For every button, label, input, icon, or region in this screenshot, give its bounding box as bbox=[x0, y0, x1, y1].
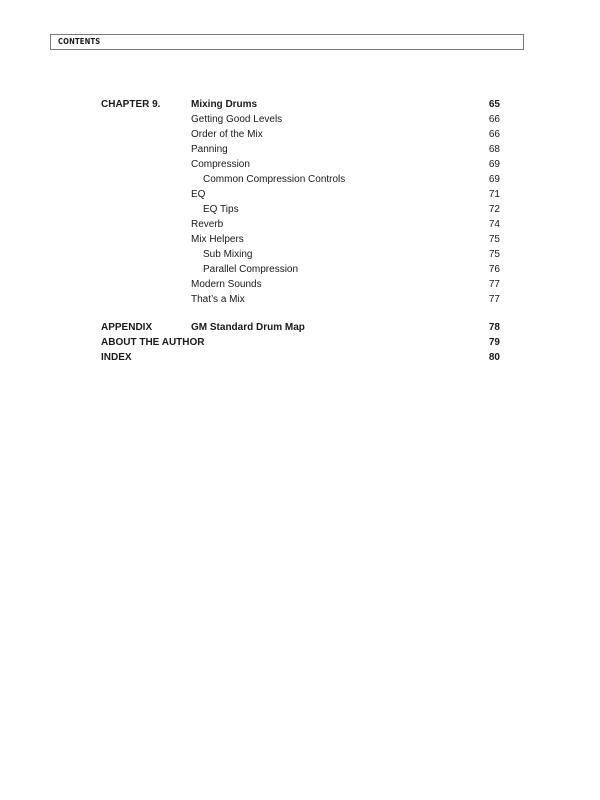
toc-entry-title: Sub Mixing bbox=[203, 249, 253, 260]
toc-entry-page: 71 bbox=[488, 189, 500, 200]
toc-entry-common-compression-controls[interactable] bbox=[0, 172, 600, 187]
chapter-label: CHAPTER 9. bbox=[101, 99, 161, 110]
toc-entry-order-of-the-mix[interactable] bbox=[0, 127, 600, 142]
toc-entry-page: 76 bbox=[488, 264, 500, 275]
toc-entry-title: Panning bbox=[191, 144, 228, 155]
toc-entry-title: Mix Helpers bbox=[191, 234, 244, 245]
toc-entry-page: 66 bbox=[488, 129, 500, 140]
appendix-title: GM Standard Drum Map bbox=[191, 322, 305, 333]
chapter-page: 65 bbox=[488, 99, 500, 110]
toc-appendix[interactable] bbox=[0, 320, 600, 335]
toc-entry-eq[interactable] bbox=[0, 187, 600, 202]
toc-entry-reverb[interactable] bbox=[0, 217, 600, 232]
toc-entry-title: Reverb bbox=[191, 219, 224, 230]
toc-entry-eq-tips[interactable] bbox=[0, 202, 600, 217]
toc-entry-page: 77 bbox=[488, 294, 500, 305]
running-header-label: CONTENTS bbox=[58, 37, 101, 46]
section-spacer bbox=[0, 307, 600, 320]
index-label: INDEX bbox=[101, 352, 132, 363]
toc-entry-page: 68 bbox=[488, 144, 500, 155]
toc-entry-panning[interactable] bbox=[0, 142, 600, 157]
toc-entry-page: 75 bbox=[488, 234, 500, 245]
toc-entry-getting-good-levels[interactable] bbox=[0, 112, 600, 127]
index-page: 80 bbox=[488, 352, 500, 363]
toc-index[interactable] bbox=[0, 350, 600, 365]
toc-entry-title: EQ Tips bbox=[203, 204, 239, 215]
running-header bbox=[50, 34, 524, 50]
toc-entry-compression[interactable] bbox=[0, 157, 600, 172]
toc-entry-title: Getting Good Levels bbox=[191, 114, 283, 125]
about-author-label: ABOUT THE AUTHOR bbox=[101, 337, 205, 348]
toc-entry-title: Compression bbox=[191, 159, 250, 170]
toc-entry-sub-mixing[interactable] bbox=[0, 247, 600, 262]
toc-entry-page: 75 bbox=[488, 249, 500, 260]
toc-entry-page: 74 bbox=[488, 219, 500, 230]
about-author-page: 79 bbox=[488, 337, 500, 348]
toc-entry-modern-sounds[interactable] bbox=[0, 277, 600, 292]
chapter-title: Mixing Drums bbox=[191, 99, 258, 110]
toc-entry-thats-a-mix[interactable] bbox=[0, 292, 600, 307]
toc-about-the-author[interactable] bbox=[0, 335, 600, 350]
toc-entry-title: Modern Sounds bbox=[191, 279, 262, 290]
toc-entry-page: 69 bbox=[488, 174, 500, 185]
toc-entry-parallel-compression[interactable] bbox=[0, 262, 600, 277]
appendix-page: 78 bbox=[488, 322, 500, 333]
appendix-label: APPENDIX bbox=[101, 322, 153, 333]
toc-entry-title: Order of the Mix bbox=[191, 129, 263, 140]
toc-entry-page: 77 bbox=[488, 279, 500, 290]
toc-entry-title: That’s a Mix bbox=[191, 294, 245, 305]
toc-entry-page: 69 bbox=[488, 159, 500, 170]
toc-entry-page: 72 bbox=[488, 204, 500, 215]
table-of-contents bbox=[0, 97, 600, 365]
toc-chapter-9[interactable] bbox=[0, 97, 600, 112]
toc-entry-page: 66 bbox=[488, 114, 500, 125]
toc-entry-title: EQ bbox=[191, 189, 206, 200]
toc-entry-title: Parallel Compression bbox=[203, 264, 299, 275]
toc-entry-title: Common Compression Controls bbox=[203, 174, 346, 185]
toc-entry-mix-helpers[interactable] bbox=[0, 232, 600, 247]
